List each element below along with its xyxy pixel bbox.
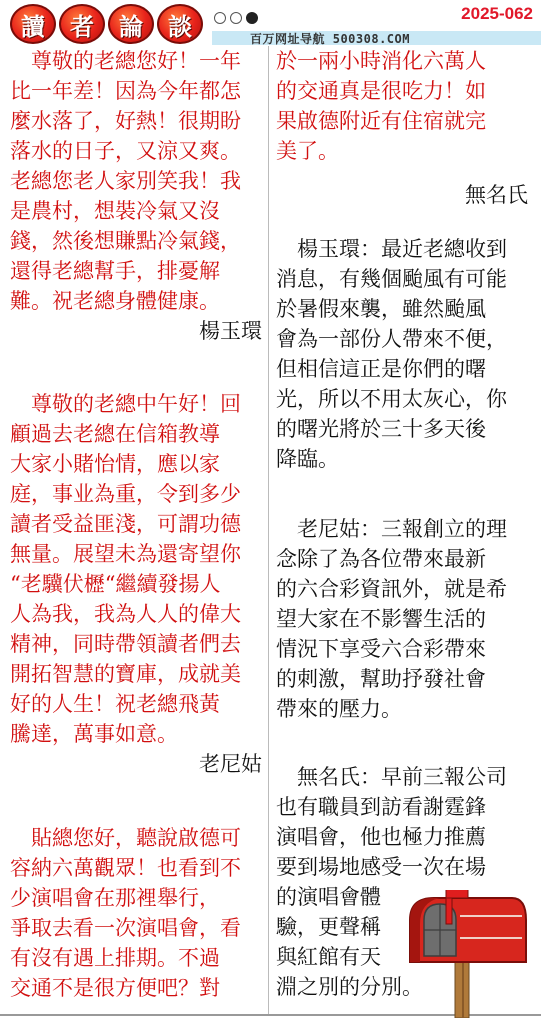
text-line: 麼水落了，好熱！很期盼 bbox=[10, 109, 241, 133]
title-char: 者 bbox=[59, 4, 105, 44]
text-line: 開拓智慧的寶庫，成就美 bbox=[10, 662, 241, 686]
section-title bbox=[10, 4, 203, 44]
text-line: 要到場地感受一次在場 bbox=[276, 855, 486, 879]
text-line: 老總您老人家別笑我！我 bbox=[10, 169, 241, 193]
title-char: 談 bbox=[157, 4, 203, 44]
text-line: 的六合彩資訊外，就是希 bbox=[276, 577, 507, 601]
text-line: 尊敬的老總中午好！回 bbox=[31, 392, 241, 416]
text-line: 是農村，想裝冷氣又沒 bbox=[10, 199, 220, 223]
text-line: 帶來的壓力。 bbox=[276, 697, 402, 721]
left-letter-2 bbox=[10, 389, 262, 779]
text-line: 錢，然後想賺點冷氣錢， bbox=[10, 229, 241, 253]
text-line: 楊玉環：最近老總收到 bbox=[297, 237, 507, 261]
circle-icon bbox=[230, 12, 242, 24]
title-char: 論 bbox=[108, 4, 154, 44]
text-line: 尊敬的老總您好！一年 bbox=[31, 49, 241, 73]
text-line: 消息，有幾個颱風有可能 bbox=[276, 267, 507, 291]
text-line: 驗，更聲稱 bbox=[276, 915, 381, 939]
reply-1 bbox=[276, 234, 528, 474]
text-line: 降臨。 bbox=[276, 447, 339, 471]
text-line: 庭，事业為重，令到多少 bbox=[10, 482, 241, 506]
right-letter-continued bbox=[276, 46, 528, 210]
text-line: 人為我，我為人人的偉大 bbox=[10, 602, 241, 626]
header bbox=[0, 0, 541, 46]
issue-number: 2025-062 bbox=[461, 4, 533, 23]
text-line: 的演唱會體 bbox=[276, 885, 381, 909]
column-divider bbox=[268, 46, 269, 1016]
text-line: 無量。展望未為還寄望你 bbox=[10, 542, 241, 566]
site-banner: 百万网址导航 500308.COM bbox=[250, 32, 410, 46]
text-line: 落水的日子，又涼又爽。 bbox=[10, 139, 241, 163]
text-line: 難。祝老總身體健康。 bbox=[10, 289, 220, 313]
text-line: 好的人生！祝老總飛黃 bbox=[10, 692, 220, 716]
text-line: 精神，同時帶領讀者們去 bbox=[10, 632, 241, 656]
text-line: 情況下享受六合彩帶來 bbox=[276, 637, 486, 661]
text-line: 也有職員到訪看謝霆鋒 bbox=[276, 795, 486, 819]
text-line: 容納六萬觀眾！也看到不 bbox=[10, 856, 241, 880]
text-line: “老驥伏櫪“繼續發揚人 bbox=[10, 572, 221, 596]
title-char: 讀 bbox=[10, 4, 56, 44]
text-line: 的曙光將於三十多天後 bbox=[276, 417, 486, 441]
text-line: 顧過去老總在信箱教導 bbox=[10, 422, 220, 446]
signature: 老尼姑 bbox=[199, 752, 262, 776]
text-line: 演唱會，他也極力推薦 bbox=[276, 825, 486, 849]
text-line: 交通不是很方便吧？對 bbox=[10, 976, 220, 1000]
signature: 無名氏 bbox=[465, 183, 528, 207]
text-line: 光，所以不用太灰心，你 bbox=[276, 387, 507, 411]
left-letter-1 bbox=[10, 46, 262, 346]
reply-2 bbox=[276, 514, 528, 724]
text-line: 老尼姑：三報創立的理 bbox=[297, 517, 507, 541]
left-letter-3 bbox=[10, 823, 262, 1003]
text-line: 騰達，萬事如意。 bbox=[10, 722, 178, 746]
text-line: 的交通真是很吃力！如 bbox=[276, 79, 486, 103]
text-line: 少演唱會在那裡舉行， bbox=[10, 886, 220, 910]
text-line: 比一年差！因為今年都怎 bbox=[10, 79, 241, 103]
text-line: 淵之別的分別。 bbox=[276, 975, 423, 999]
text-line: 爭取去看一次演唱會，看 bbox=[10, 916, 241, 940]
text-line: 大家小賭怡情，應以家 bbox=[10, 452, 220, 476]
filled-circle-icon bbox=[246, 12, 258, 24]
signature: 楊玉環 bbox=[199, 319, 262, 343]
text-line: 的刺激，幫助抒發社會 bbox=[276, 667, 486, 691]
text-line: 有沒有遇上排期。不過 bbox=[10, 946, 220, 970]
text-line: 於暑假來襲，雖然颱風 bbox=[276, 297, 486, 321]
text-line: 讀者受益匪淺，可謂功德 bbox=[10, 512, 241, 536]
text-line: 無名氏：早前三報公司 bbox=[297, 765, 507, 789]
text-line: 美了。 bbox=[276, 139, 339, 163]
text-line: 念除了為各位帶來最新 bbox=[276, 547, 486, 571]
decorative-dots bbox=[214, 12, 258, 24]
text-line: 還得老總幫手，排憂解 bbox=[10, 259, 220, 283]
text-line: 會為一部份人帶來不便， bbox=[276, 327, 507, 351]
text-line: 與紅館有天 bbox=[276, 945, 381, 969]
circle-icon bbox=[214, 12, 226, 24]
text-line: 望大家在不影響生活的 bbox=[276, 607, 486, 631]
text-line: 果啟德附近有住宿就完 bbox=[276, 109, 486, 133]
mailbox-icon bbox=[400, 890, 530, 1018]
text-line: 貼總您好，聽說啟德可 bbox=[31, 826, 241, 850]
text-line: 但相信這正是你們的曙 bbox=[276, 357, 486, 381]
text-line: 於一兩小時消化六萬人 bbox=[276, 49, 486, 73]
